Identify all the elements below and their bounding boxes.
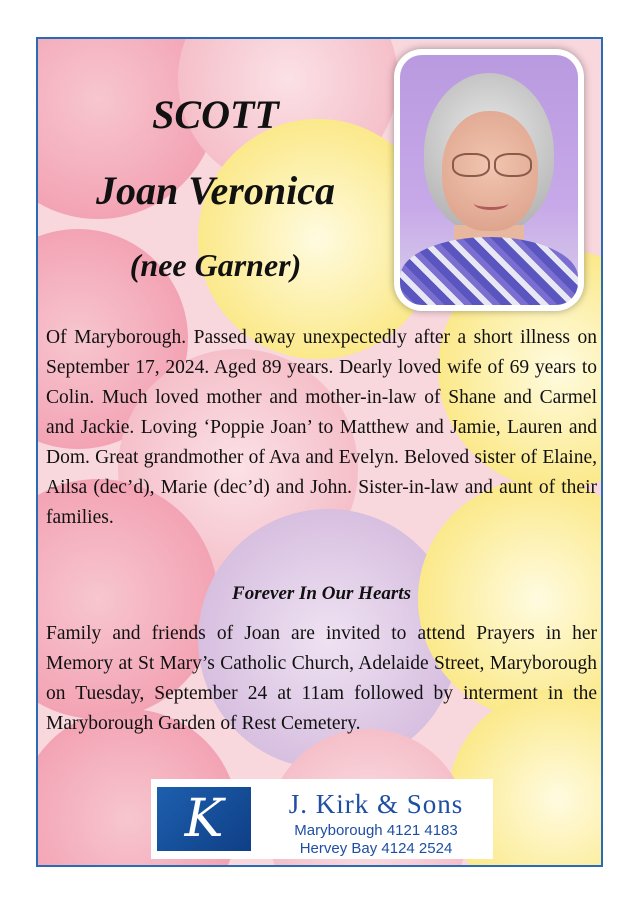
phone-hervey-bay: Hervey Bay 4124 2524 [299, 840, 453, 857]
portrait-photo [394, 49, 584, 311]
maiden-name: (nee Garner) [129, 247, 302, 283]
funeral-director-name: J. Kirk & Sons [288, 789, 464, 819]
k-monogram-icon [157, 787, 251, 851]
given-names-heading: Joan Veronica [96, 168, 335, 213]
service-details-paragraph: Family and friends of Joan are invited to attend Prayers in her Memory at St Mary’s Catholic Church, Adelaide Street, Maryborough on Tuesday, September 24 at 11am followed by interment in the Maryborough Garden of Rest Cemetery. [46, 623, 597, 734]
tagline: Forever In Our Hearts [232, 583, 411, 604]
obituary-paragraph: Of Maryborough. Passed away unexpectedly after a short illness on September 17, 2024. Aged 89 years. Dearly loved wife of 69 years to Colin. Much loved mother and mother-in-law of Shane and Carmel and Jackie. Loving ‘Poppie Joan’ to Matthew and Jamie, Lauren and Dom. Great grandmother of Ava and Evelyn. Beloved sister of Elaine, Ailsa (dec’d), Marie (dec’d) and John. Sister-in-law and aunt of their families. [46, 327, 597, 528]
logo-letter: K [184, 789, 224, 849]
funeral-director-logo [151, 779, 493, 859]
surname-heading: SCOTT [152, 92, 279, 137]
notice-frame [36, 37, 603, 867]
phone-maryborough: Maryborough 4121 4183 [294, 822, 458, 839]
